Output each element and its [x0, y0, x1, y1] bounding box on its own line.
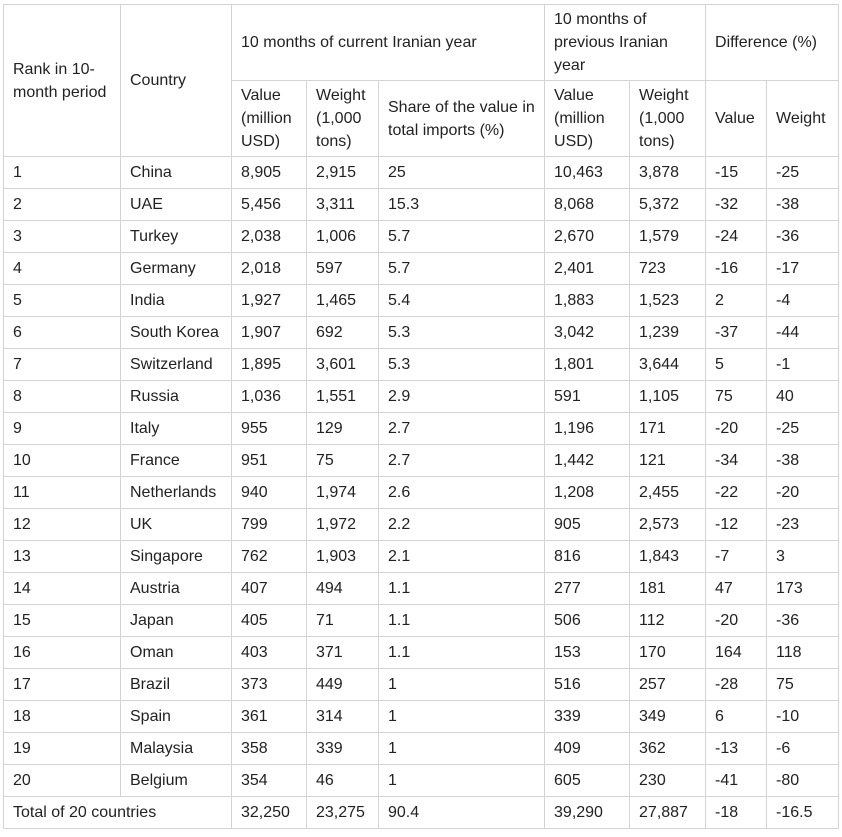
previous-value-cell: 816 — [545, 541, 630, 573]
current-weight-cell: 1,465 — [307, 285, 379, 317]
table-row — [4, 765, 839, 797]
diff-weight-cell: -23 — [767, 509, 839, 541]
total-diff-value: -18 — [706, 797, 767, 829]
previous-value-cell: 277 — [545, 573, 630, 605]
current-value-cell: 955 — [232, 413, 307, 445]
current-weight-cell: 46 — [307, 765, 379, 797]
diff-value-cell: -28 — [706, 669, 767, 701]
diff-weight-cell: -38 — [767, 445, 839, 477]
diff-weight-cell: -17 — [767, 253, 839, 285]
rank-cell: 1 — [4, 157, 121, 189]
previous-value-cell: 591 — [545, 381, 630, 413]
previous-weight-cell: 1,105 — [630, 381, 706, 413]
previous-value-cell: 10,463 — [545, 157, 630, 189]
table-row — [4, 605, 839, 637]
current-weight-cell: 1,006 — [307, 221, 379, 253]
previous-value-cell: 1,801 — [545, 349, 630, 381]
total-label: Total of 20 countries — [4, 797, 232, 829]
current-value-cell: 1,036 — [232, 381, 307, 413]
previous-value-cell: 409 — [545, 733, 630, 765]
table-body — [4, 157, 839, 797]
rank-cell: 8 — [4, 381, 121, 413]
diff-value-cell: -24 — [706, 221, 767, 253]
current-value-cell: 403 — [232, 637, 307, 669]
header-row-top — [4, 5, 839, 81]
current-weight-cell: 71 — [307, 605, 379, 637]
previous-value-cell: 8,068 — [545, 189, 630, 221]
diff-weight-cell: -10 — [767, 701, 839, 733]
current-share-cell: 2.7 — [379, 413, 545, 445]
header-current-value: Value (million USD) — [232, 81, 307, 157]
table-row — [4, 157, 839, 189]
current-share-cell: 1.1 — [379, 605, 545, 637]
rank-cell: 10 — [4, 445, 121, 477]
header-previous-weight: Weight (1,000 tons) — [630, 81, 706, 157]
diff-weight-cell: -36 — [767, 221, 839, 253]
diff-weight-cell: 118 — [767, 637, 839, 669]
previous-weight-cell: 2,573 — [630, 509, 706, 541]
current-weight-cell: 494 — [307, 573, 379, 605]
current-value-cell: 1,895 — [232, 349, 307, 381]
rank-cell: 19 — [4, 733, 121, 765]
current-value-cell: 354 — [232, 765, 307, 797]
diff-weight-cell: -4 — [767, 285, 839, 317]
table-row — [4, 509, 839, 541]
table-row — [4, 349, 839, 381]
table-row — [4, 285, 839, 317]
current-share-cell: 1 — [379, 669, 545, 701]
diff-value-cell: -37 — [706, 317, 767, 349]
current-share-cell: 1.1 — [379, 573, 545, 605]
previous-value-cell: 339 — [545, 701, 630, 733]
header-country: Country — [121, 5, 232, 157]
country-cell: Switzerland — [121, 349, 232, 381]
diff-value-cell: 47 — [706, 573, 767, 605]
rank-cell: 7 — [4, 349, 121, 381]
previous-weight-cell: 121 — [630, 445, 706, 477]
previous-weight-cell: 349 — [630, 701, 706, 733]
current-share-cell: 2.6 — [379, 477, 545, 509]
table-row — [4, 477, 839, 509]
diff-weight-cell: -38 — [767, 189, 839, 221]
current-share-cell: 1 — [379, 765, 545, 797]
total-current-weight: 23,275 — [307, 797, 379, 829]
table-row — [4, 189, 839, 221]
current-weight-cell: 3,311 — [307, 189, 379, 221]
diff-value-cell: -16 — [706, 253, 767, 285]
current-weight-cell: 339 — [307, 733, 379, 765]
current-value-cell: 1,907 — [232, 317, 307, 349]
current-share-cell: 15.3 — [379, 189, 545, 221]
current-weight-cell: 1,972 — [307, 509, 379, 541]
current-value-cell: 1,927 — [232, 285, 307, 317]
country-cell: Belgium — [121, 765, 232, 797]
diff-weight-cell: 173 — [767, 573, 839, 605]
current-weight-cell: 129 — [307, 413, 379, 445]
previous-value-cell: 516 — [545, 669, 630, 701]
country-cell: UAE — [121, 189, 232, 221]
diff-value-cell: 75 — [706, 381, 767, 413]
diff-weight-cell: 40 — [767, 381, 839, 413]
previous-weight-cell: 3,878 — [630, 157, 706, 189]
previous-value-cell: 905 — [545, 509, 630, 541]
diff-weight-cell: -44 — [767, 317, 839, 349]
country-cell: Germany — [121, 253, 232, 285]
header-current-weight: Weight (1,000 tons) — [307, 81, 379, 157]
current-weight-cell: 371 — [307, 637, 379, 669]
total-previous-value: 39,290 — [545, 797, 630, 829]
previous-weight-cell: 362 — [630, 733, 706, 765]
rank-cell: 9 — [4, 413, 121, 445]
rank-cell: 2 — [4, 189, 121, 221]
header-previous-value: Value (million USD) — [545, 81, 630, 157]
table-row — [4, 317, 839, 349]
diff-value-cell: -20 — [706, 605, 767, 637]
total-previous-weight: 27,887 — [630, 797, 706, 829]
current-weight-cell: 314 — [307, 701, 379, 733]
current-share-cell: 2.9 — [379, 381, 545, 413]
diff-weight-cell: -6 — [767, 733, 839, 765]
diff-weight-cell: -1 — [767, 349, 839, 381]
current-value-cell: 373 — [232, 669, 307, 701]
country-cell: Italy — [121, 413, 232, 445]
current-value-cell: 951 — [232, 445, 307, 477]
rank-cell: 12 — [4, 509, 121, 541]
previous-weight-cell: 2,455 — [630, 477, 706, 509]
previous-weight-cell: 171 — [630, 413, 706, 445]
diff-weight-cell: -36 — [767, 605, 839, 637]
total-current-value: 32,250 — [232, 797, 307, 829]
rank-cell: 18 — [4, 701, 121, 733]
table-row — [4, 669, 839, 701]
previous-weight-cell: 1,239 — [630, 317, 706, 349]
rank-cell: 16 — [4, 637, 121, 669]
current-value-cell: 2,018 — [232, 253, 307, 285]
current-share-cell: 2.7 — [379, 445, 545, 477]
current-share-cell: 2.1 — [379, 541, 545, 573]
current-share-cell: 5.4 — [379, 285, 545, 317]
table-row — [4, 381, 839, 413]
country-cell: Malaysia — [121, 733, 232, 765]
table-row — [4, 541, 839, 573]
diff-weight-cell: -20 — [767, 477, 839, 509]
table-row — [4, 573, 839, 605]
previous-weight-cell: 1,843 — [630, 541, 706, 573]
previous-weight-cell: 723 — [630, 253, 706, 285]
header-rank: Rank in 10-month period — [4, 5, 121, 157]
header-current-share: Share of the value in total imports (%) — [379, 81, 545, 157]
previous-value-cell: 1,196 — [545, 413, 630, 445]
diff-value-cell: -7 — [706, 541, 767, 573]
diff-value-cell: 5 — [706, 349, 767, 381]
current-value-cell: 5,456 — [232, 189, 307, 221]
current-weight-cell: 597 — [307, 253, 379, 285]
country-cell: France — [121, 445, 232, 477]
current-weight-cell: 1,974 — [307, 477, 379, 509]
current-weight-cell: 3,601 — [307, 349, 379, 381]
previous-weight-cell: 1,579 — [630, 221, 706, 253]
diff-value-cell: -41 — [706, 765, 767, 797]
previous-value-cell: 2,401 — [545, 253, 630, 285]
current-weight-cell: 692 — [307, 317, 379, 349]
diff-value-cell: -32 — [706, 189, 767, 221]
current-share-cell: 1 — [379, 733, 545, 765]
total-diff-weight: -16.5 — [767, 797, 839, 829]
current-share-cell: 5.3 — [379, 349, 545, 381]
current-weight-cell: 1,551 — [307, 381, 379, 413]
rank-cell: 3 — [4, 221, 121, 253]
previous-value-cell: 605 — [545, 765, 630, 797]
diff-weight-cell: 75 — [767, 669, 839, 701]
country-cell: UK — [121, 509, 232, 541]
rank-cell: 17 — [4, 669, 121, 701]
table-row — [4, 733, 839, 765]
country-cell: Netherlands — [121, 477, 232, 509]
current-weight-cell: 1,903 — [307, 541, 379, 573]
current-share-cell: 25 — [379, 157, 545, 189]
previous-value-cell: 1,208 — [545, 477, 630, 509]
diff-weight-cell: 3 — [767, 541, 839, 573]
diff-weight-cell: -25 — [767, 157, 839, 189]
previous-value-cell: 506 — [545, 605, 630, 637]
rank-cell: 5 — [4, 285, 121, 317]
diff-value-cell: -22 — [706, 477, 767, 509]
current-value-cell: 407 — [232, 573, 307, 605]
current-value-cell: 940 — [232, 477, 307, 509]
header-previous-year: 10 months of previous Iranian year — [545, 5, 706, 81]
previous-weight-cell: 1,523 — [630, 285, 706, 317]
country-cell: Singapore — [121, 541, 232, 573]
total-current-share: 90.4 — [379, 797, 545, 829]
country-cell: South Korea — [121, 317, 232, 349]
current-value-cell: 358 — [232, 733, 307, 765]
rank-cell: 15 — [4, 605, 121, 637]
previous-value-cell: 1,442 — [545, 445, 630, 477]
previous-weight-cell: 170 — [630, 637, 706, 669]
rank-cell: 13 — [4, 541, 121, 573]
previous-value-cell: 1,883 — [545, 285, 630, 317]
table-row — [4, 253, 839, 285]
diff-value-cell: -34 — [706, 445, 767, 477]
rank-cell: 20 — [4, 765, 121, 797]
header-diff-weight: Weight — [767, 81, 839, 157]
country-cell: India — [121, 285, 232, 317]
diff-value-cell: 2 — [706, 285, 767, 317]
previous-value-cell: 3,042 — [545, 317, 630, 349]
diff-weight-cell: -25 — [767, 413, 839, 445]
country-cell: Spain — [121, 701, 232, 733]
country-cell: Russia — [121, 381, 232, 413]
diff-value-cell: -12 — [706, 509, 767, 541]
header-diff-value: Value — [706, 81, 767, 157]
previous-weight-cell: 3,644 — [630, 349, 706, 381]
previous-value-cell: 153 — [545, 637, 630, 669]
diff-value-cell: 164 — [706, 637, 767, 669]
country-cell: Oman — [121, 637, 232, 669]
diff-value-cell: 6 — [706, 701, 767, 733]
current-share-cell: 5.7 — [379, 253, 545, 285]
header-difference: Difference (%) — [706, 5, 839, 81]
current-value-cell: 361 — [232, 701, 307, 733]
table-row — [4, 413, 839, 445]
diff-value-cell: -15 — [706, 157, 767, 189]
current-share-cell: 1 — [379, 701, 545, 733]
current-value-cell: 8,905 — [232, 157, 307, 189]
total-row — [4, 797, 839, 829]
current-share-cell: 5.3 — [379, 317, 545, 349]
current-value-cell: 762 — [232, 541, 307, 573]
imports-table — [3, 4, 839, 829]
previous-value-cell: 2,670 — [545, 221, 630, 253]
current-weight-cell: 449 — [307, 669, 379, 701]
current-share-cell: 5.7 — [379, 221, 545, 253]
previous-weight-cell: 181 — [630, 573, 706, 605]
current-share-cell: 2.2 — [379, 509, 545, 541]
current-value-cell: 2,038 — [232, 221, 307, 253]
header-current-year: 10 months of current Iranian year — [232, 5, 545, 81]
rank-cell: 11 — [4, 477, 121, 509]
current-value-cell: 799 — [232, 509, 307, 541]
current-value-cell: 405 — [232, 605, 307, 637]
table-row — [4, 445, 839, 477]
rank-cell: 4 — [4, 253, 121, 285]
previous-weight-cell: 257 — [630, 669, 706, 701]
country-cell: Austria — [121, 573, 232, 605]
rank-cell: 14 — [4, 573, 121, 605]
country-cell: Japan — [121, 605, 232, 637]
diff-value-cell: -20 — [706, 413, 767, 445]
country-cell: Turkey — [121, 221, 232, 253]
previous-weight-cell: 112 — [630, 605, 706, 637]
diff-weight-cell: -80 — [767, 765, 839, 797]
current-share-cell: 1.1 — [379, 637, 545, 669]
table-row — [4, 221, 839, 253]
diff-value-cell: -13 — [706, 733, 767, 765]
current-weight-cell: 75 — [307, 445, 379, 477]
previous-weight-cell: 230 — [630, 765, 706, 797]
country-cell: Brazil — [121, 669, 232, 701]
previous-weight-cell: 5,372 — [630, 189, 706, 221]
table-row — [4, 701, 839, 733]
country-cell: China — [121, 157, 232, 189]
rank-cell: 6 — [4, 317, 121, 349]
table-row — [4, 637, 839, 669]
current-weight-cell: 2,915 — [307, 157, 379, 189]
